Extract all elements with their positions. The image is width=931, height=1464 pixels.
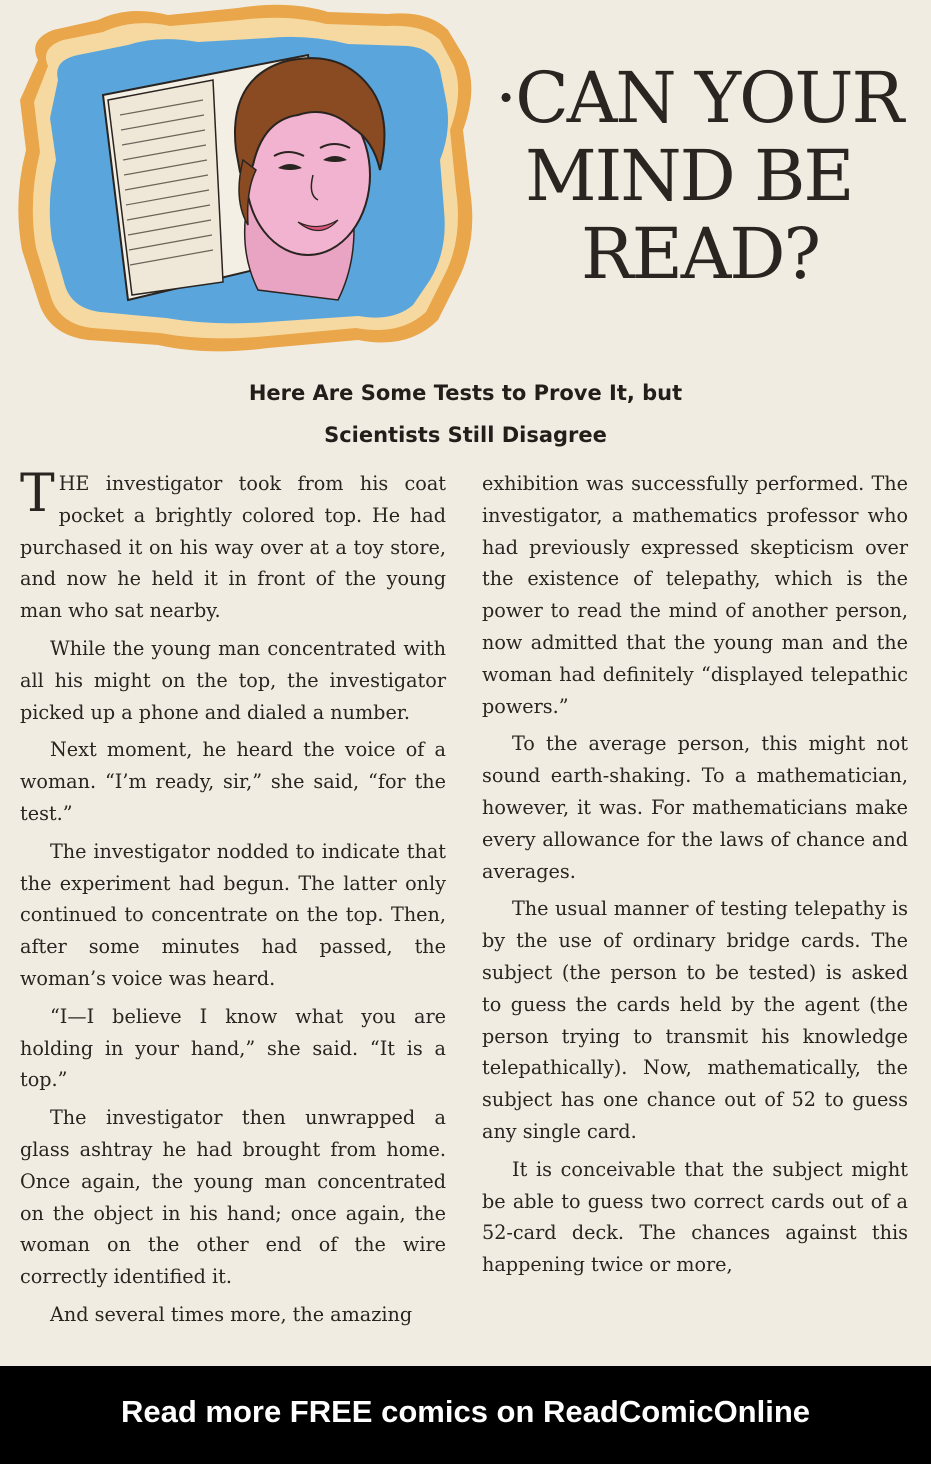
- article-column-left: [20, 464, 446, 1337]
- subtitle-line-1: Here Are Some Tests to Prove It, but: [248, 381, 683, 405]
- paragraph: To the average person, this might not sound earth-shaking. To a mathematician, however, it was. For mathematicians make every allowance for the laws of chance and averages.: [482, 732, 908, 883]
- paragraph: The investigator nodded to indicate that the experiment had begun. The latter only continued to concentrate on the top. Then, after some minutes had passed, the woman’s voice was heard.: [20, 839, 446, 990]
- article-subtitle: [0, 372, 931, 456]
- paragraph: “I—I believe I know what you are holding in your hand,” she said. “It is a top.”: [20, 1004, 446, 1092]
- drop-cap: T: [20, 464, 55, 524]
- title-line-1: ·CAN YOUR: [495, 57, 903, 139]
- paragraph: It is conceivable that the subject might be able to guess two correct cards out of a 52-card deck. The chances against this happening twice or more,: [482, 1157, 908, 1277]
- paragraph: exhibition was successfully performed. The investigator, a mathematics professor who had previously expressed skepticism over the existence of telepathy, which is the power to read the mind of another person, now admitted that the young man and the woman had definitely “displayed telepathic powers.”: [482, 472, 908, 718]
- title-line-2: MIND BE: [525, 135, 853, 217]
- title-line-3: READ?: [581, 213, 820, 295]
- paragraph: And several times more, the amazing: [50, 1302, 413, 1326]
- paragraph: Next moment, he heard the voice of a woman. “I’m ready, sir,” she said, “for the test.”: [20, 738, 446, 825]
- subtitle-line-2: Scientists Still Disagree: [324, 423, 607, 447]
- paragraph: [20, 464, 446, 627]
- paragraph: While the young man concentrated with all his might on the top, the investigator picked up a phone and dialed a number.: [20, 636, 446, 724]
- paragraph: The usual manner of testing telepathy is by the use of ordinary bridge cards. The subject (the person to be tested) is asked to guess the cards held by the agent (the person trying to transmit his knowledge telepathically). Now, mathematically, the subject has one chance out of 52 to guess any single card.: [482, 897, 908, 1143]
- paragraph: The investigator then unwrapped a glass ashtray he had brought from home. Once again, the young man concentrated on the object in his hand; once again, the woman on the other end of the wire correctly identified it.: [20, 1106, 446, 1289]
- promo-banner-text[interactable]: Read more FREE comics on ReadComicOnline: [120, 1394, 811, 1429]
- paragraph-text: HE investigator took from his coat pocket a brightly colored top. He had purchased it on his way over at a toy store, and now he held it in front of the young man who sat nearby.: [20, 472, 446, 623]
- promo-banner[interactable]: [0, 1366, 931, 1464]
- woman-with-book-illustration: [8, 0, 478, 356]
- article-column-right: [482, 468, 908, 1287]
